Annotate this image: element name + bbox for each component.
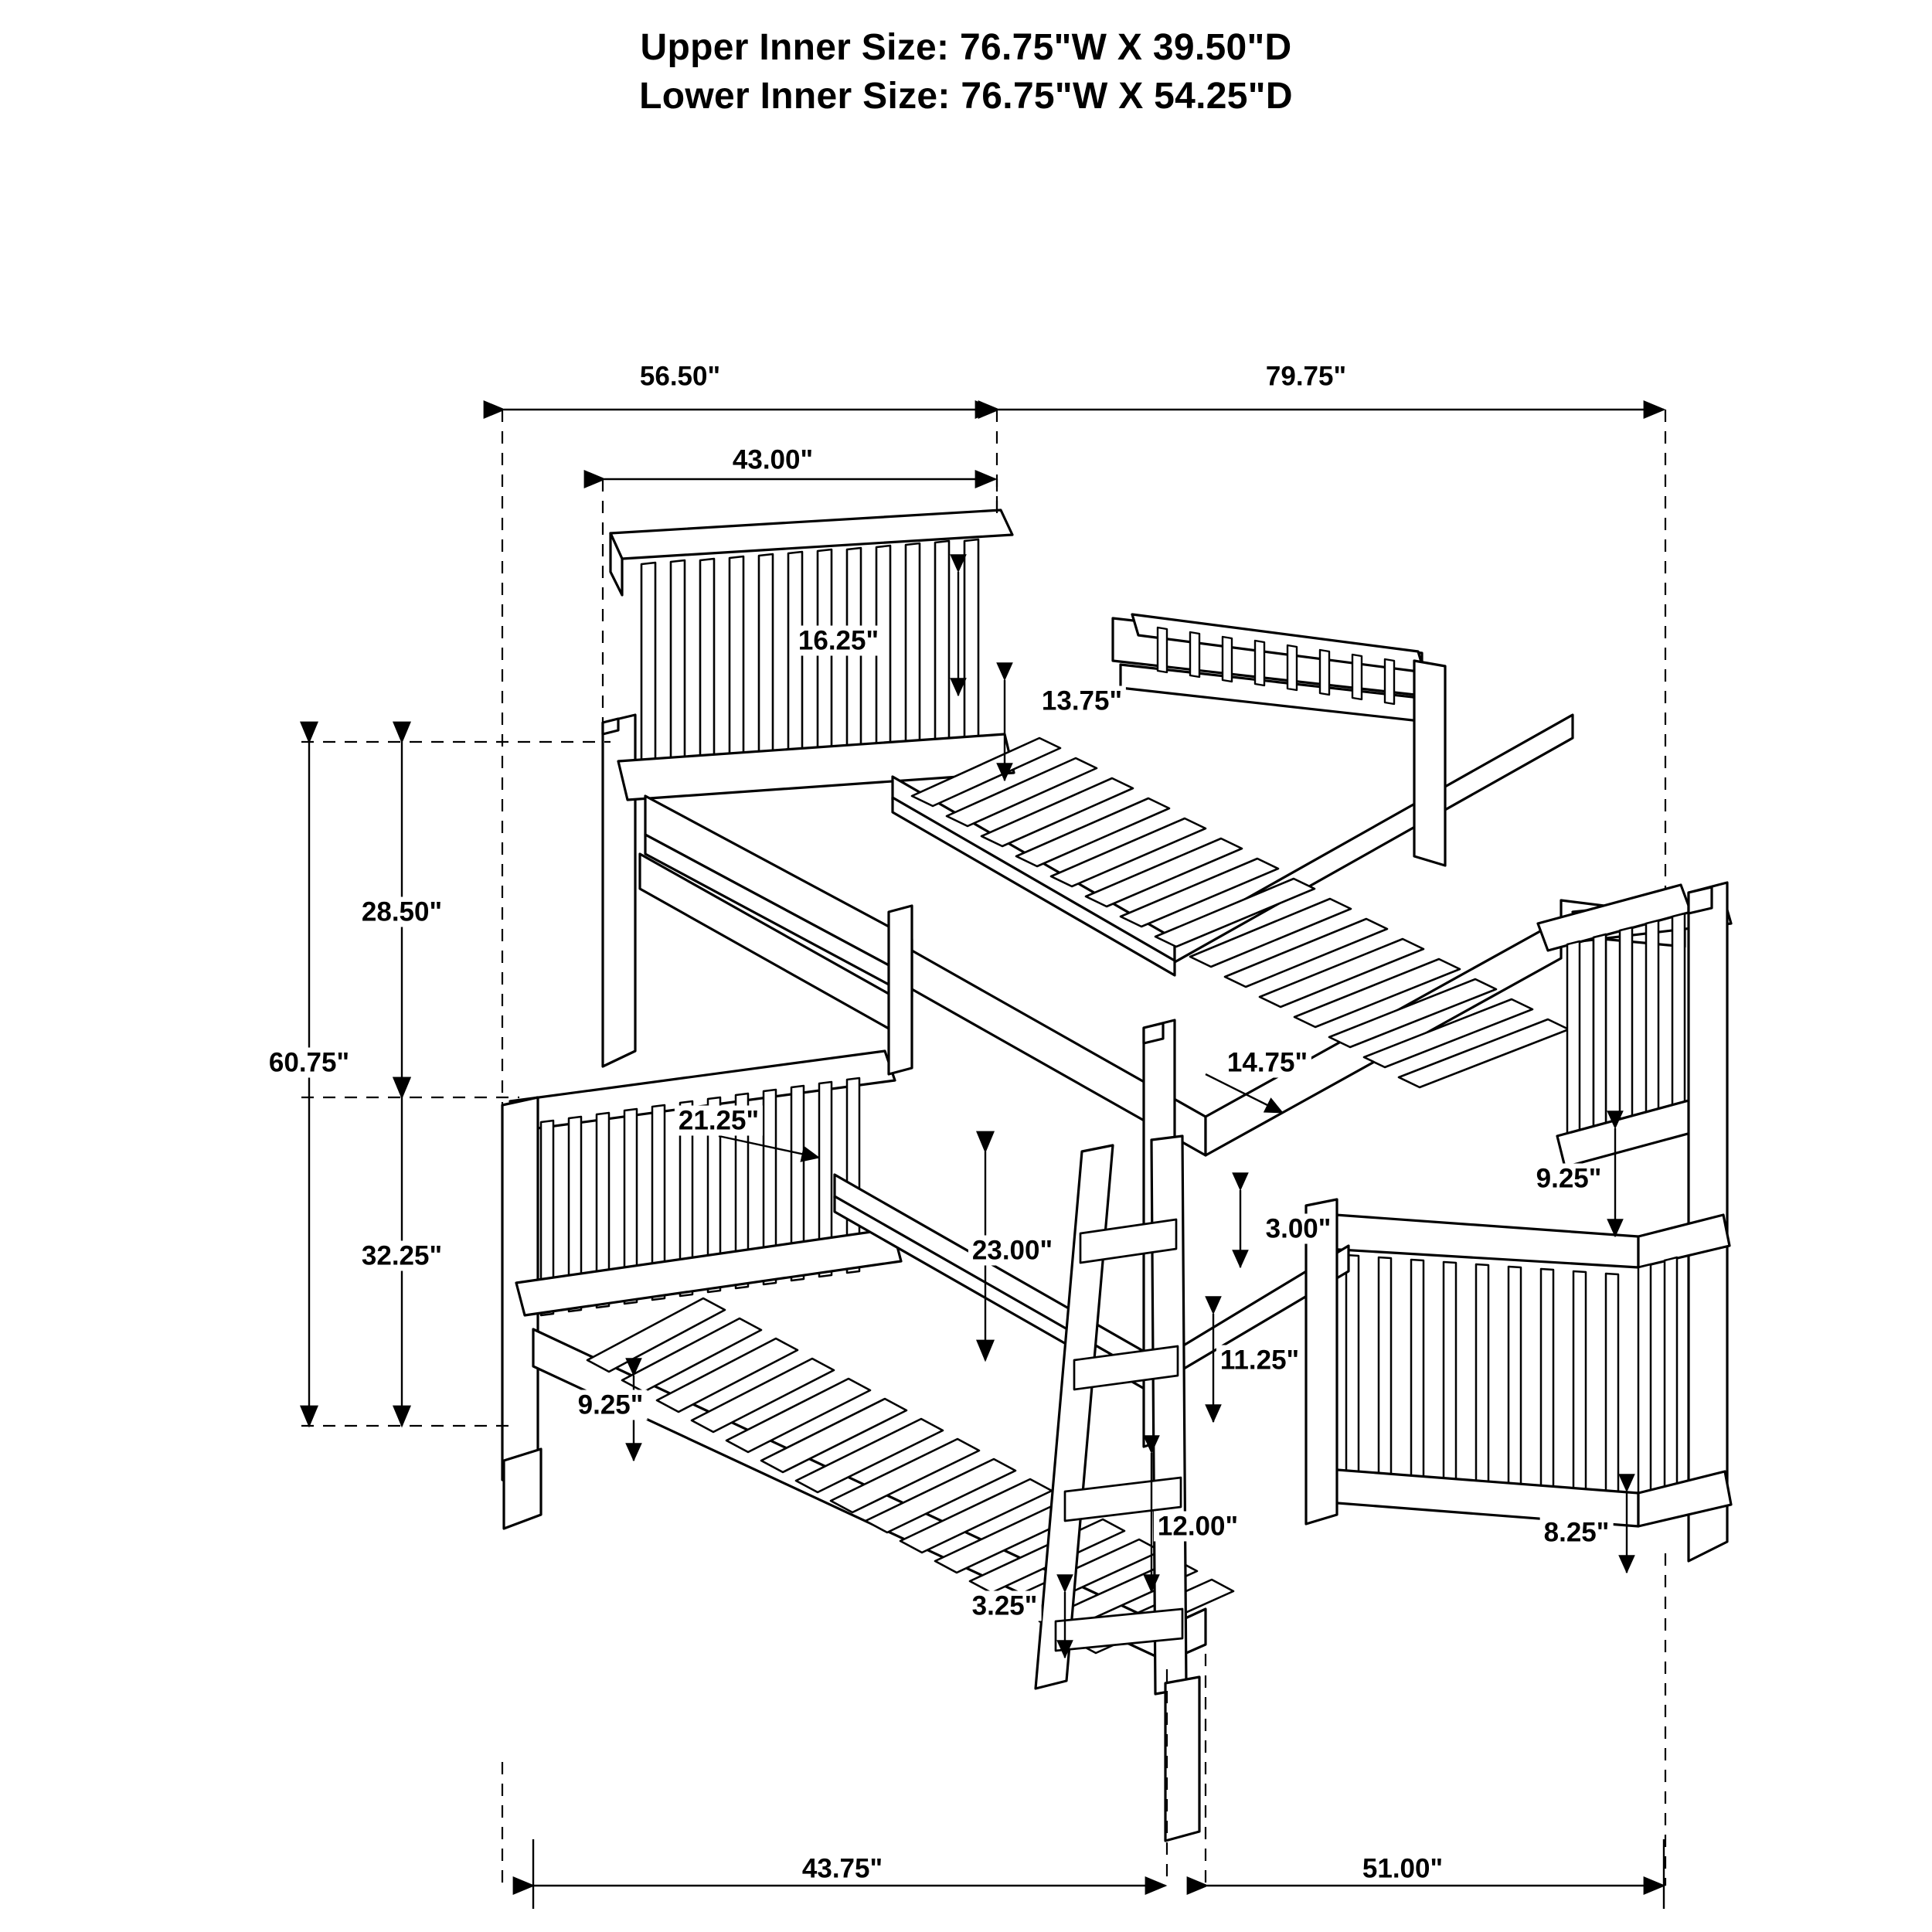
dim-lower-clearance: 32.25": [358, 1241, 446, 1271]
upper-inner-size-title: Upper Inner Size: 76.75"W X 39.50"D: [640, 27, 1292, 68]
dim-footboard-height: 8.25": [1540, 1518, 1614, 1548]
dim-ladder-step-gap: 11.25": [1216, 1345, 1303, 1376]
dim-lower-right-span: 51.00": [1359, 1854, 1447, 1884]
dim-lower-bed-height: 23.00": [968, 1236, 1056, 1266]
dim-upper-width: 43.00": [729, 445, 817, 475]
dim-ladder-bottom-gap: 3.25": [968, 1591, 1042, 1621]
dim-overall-height: 60.75": [265, 1048, 353, 1078]
dim-upper-guardrail: 16.25": [794, 626, 883, 656]
dim-ladder-top-gap: 3.00": [1262, 1214, 1335, 1244]
dim-top-right-span: 79.75": [1262, 362, 1350, 392]
lower-inner-size-title: Lower Inner Size: 76.75"W X 54.25"D: [639, 76, 1293, 117]
dim-lower-left-span: 43.75": [798, 1854, 886, 1884]
dim-left-foot-height: 9.25": [574, 1390, 648, 1420]
dim-top-left-span: 56.50": [636, 362, 724, 392]
dim-lower-guardrail: 21.25": [675, 1106, 763, 1136]
dim-right-guardrail: 9.25": [1532, 1164, 1606, 1194]
dim-upper-clearance: 28.50": [358, 897, 446, 927]
dim-mid-post: 14.75": [1223, 1048, 1311, 1078]
dim-ladder-lower-step: 12.00": [1154, 1512, 1242, 1542]
dim-upper-rail-inner: 13.75": [1038, 686, 1126, 716]
